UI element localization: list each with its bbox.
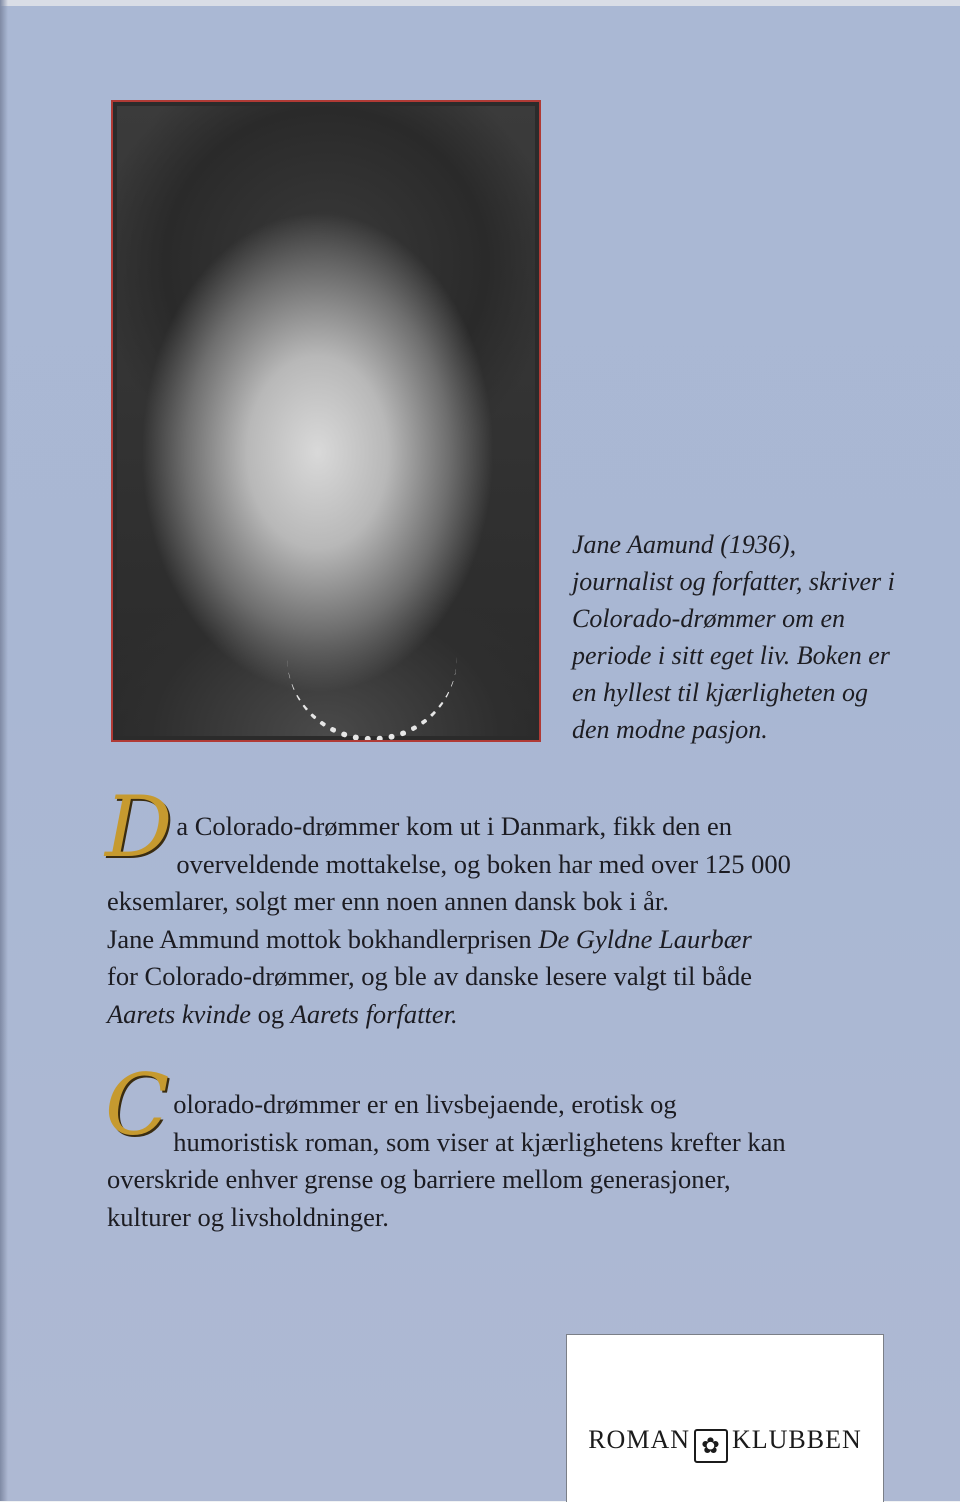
award-name: De Gyldne Laurbær bbox=[538, 923, 752, 954]
blurb-line: kulturer og livsholdninger. bbox=[107, 1201, 389, 1232]
blurb-paragraph-1 bbox=[105, 778, 907, 1033]
blurb-text: Jane Ammund mottok bokhandlerprisen bbox=[107, 923, 539, 954]
author-caption bbox=[572, 526, 942, 748]
dropcap-c: C bbox=[105, 1056, 170, 1154]
caption-line: en hyllest til kjærligheten og bbox=[572, 678, 869, 707]
publisher-logo-box bbox=[566, 1334, 884, 1502]
publisher-logo bbox=[567, 1425, 883, 1463]
caption-line: periode i sitt eget liv. Boken er bbox=[572, 641, 890, 670]
blurb-line: overskride enhver grense og barriere mellom generasjoner, bbox=[107, 1164, 731, 1194]
award-title-kvinde: Aarets kvinde bbox=[107, 998, 251, 1029]
blurb-line: humoristisk roman, som viser at kjærlighetens krefter kan bbox=[173, 1126, 786, 1157]
cover-top-edge bbox=[0, 0, 960, 6]
blurb-line: overveldende mottakelse, og boken har med over 125 000 bbox=[176, 848, 791, 879]
blurb-line: eksemlarer, solgt mer enn noen annen dansk bok i år. bbox=[107, 886, 669, 916]
logo-word-roman: ROMAN bbox=[588, 1425, 690, 1454]
rose-icon: ✿ bbox=[694, 1429, 728, 1463]
logo-word-klubben: KLUBBEN bbox=[732, 1425, 862, 1454]
blurb-text: og bbox=[250, 998, 291, 1029]
cover-spine-shadow bbox=[0, 0, 8, 1501]
blurb-line bbox=[107, 921, 907, 959]
caption-line: Jane Aamund (1936), bbox=[572, 530, 797, 559]
author-portrait bbox=[117, 106, 535, 736]
blurb-line: for Colorado-drømmer, og ble av danske lesere valgt til både bbox=[107, 961, 753, 991]
caption-line: journalist og forfatter, skriver i bbox=[572, 567, 895, 596]
pearl-necklace bbox=[287, 626, 457, 742]
caption-line: den modne pasjon. bbox=[572, 715, 768, 744]
award-title-forfatter: Aarets forfatter. bbox=[290, 998, 458, 1029]
blurb-paragraph-2 bbox=[105, 1056, 907, 1236]
dropcap-d: D bbox=[105, 778, 173, 876]
caption-line: Colorado-drømmer om en bbox=[572, 604, 845, 633]
author-photo bbox=[111, 100, 541, 742]
blurb-line: olorado-drømmer er en livsbejaende, erotisk og bbox=[173, 1089, 677, 1119]
blurb-line bbox=[107, 996, 907, 1034]
blurb-line: a Colorado-drømmer kom ut i Danmark, fikk den en bbox=[176, 811, 732, 841]
